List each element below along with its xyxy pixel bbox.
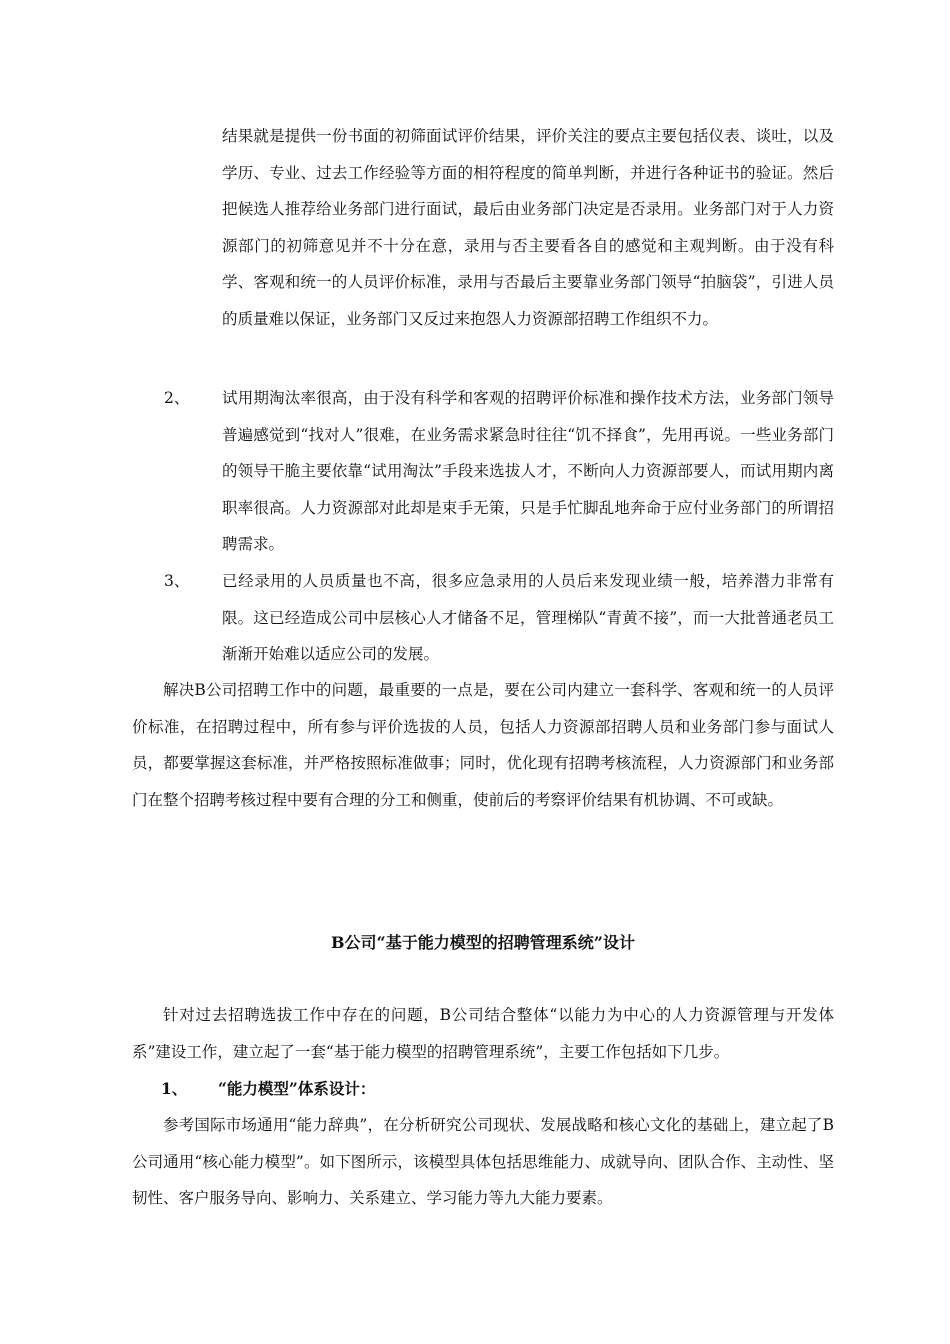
subsection-label: “能力模型”体系设计：	[218, 1079, 376, 1098]
subsection-heading	[161, 1071, 376, 1108]
list-item-text: 已经录用的人员质量也不高，很多应急录用的人员后来发现业绩一般，培养潜力非常有限。这已经造成公司中层核心人才储备不足，管理梯队“青黄不接”，而一大批普通老员工渐渐开始难以适应公司的发展。	[222, 572, 834, 663]
section-title: B公司“基于能力模型的招聘管理系统”设计	[331, 933, 635, 952]
list-item-number: 3、	[164, 572, 190, 590]
intro-paragraph: 针对过去招聘选拔工作中存在的问题，B公司结合整体“以能力为中心的人力资源管理与开发体系”建设工作，建立起了一套“基于能力模型的招聘管理系统”，主要工作包括如下几步。	[132, 1006, 834, 1061]
continued-paragraph: 结果就是提供一份书面的初筛面试评价结果，评价关注的要点主要包括仪表、谈吐，以及学历、专业、过去工作经验等方面的相符程度的简单判断，并进行各种证书的验证。然后把候选人推荐给业务部门进行面试，最后由业务部门决定是否录用。业务部门对于人力资源部门的初筛意见并不十分在意，录用与否主要看各自的感觉和主观判断。由于没有科学、客观和统一的人员评价标准，录用与否最后主要靠业务部门领导“拍脑袋”，引进人员的质量难以保证，业务部门又反过来抱怨人力资源部招聘工作组织不力。	[222, 127, 834, 328]
model-paragraph: 参考国际市场通用“能力辞典”，在分析研究公司现状、发展战略和核心文化的基础上，建立起了B公司通用“核心能力模型”。如下图所示，该模型具体包括思维能力、成就导向、团队合作、主动性、坚韧性、客户服务导向、影响力、关系建立、学习能力等九大能力要素。	[132, 1116, 834, 1207]
list-item-text: 试用期淘汰率很高，由于没有科学和客观的招聘评价标准和操作技术方法，业务部门领导普遍感觉到“找对人”很难，在业务需求紧急时往往“饥不择食”，先用再说。一些业务部门的领导干脆主要依靠“试用淘汰”手段来选拔人才，不断向人力资源部要人，而试用期内离职率很高。人力资源部对此却是束手无策，只是手忙脚乱地奔命于应付业务部门的所谓招聘需求。	[222, 389, 834, 553]
subsection-number: 1、	[161, 1079, 188, 1098]
solution-paragraph: 解决B公司招聘工作中的问题，最重要的一点是，要在公司内建立一套科学、客观和统一的人员评价标准，在招聘过程中，所有参与评价选拔的人员，包括人力资源部招聘人员和业务部门参与面试人员，都要掌握这套标准，并严格按照标准做事；同时，优化现有招聘考核流程，人力资源部门和业务部门在整个招聘考核过程中要有合理的分工和侧重，使前后的考察评价结果有机协调、不可或缺。	[132, 681, 834, 809]
list-item-number: 2、	[164, 389, 190, 407]
